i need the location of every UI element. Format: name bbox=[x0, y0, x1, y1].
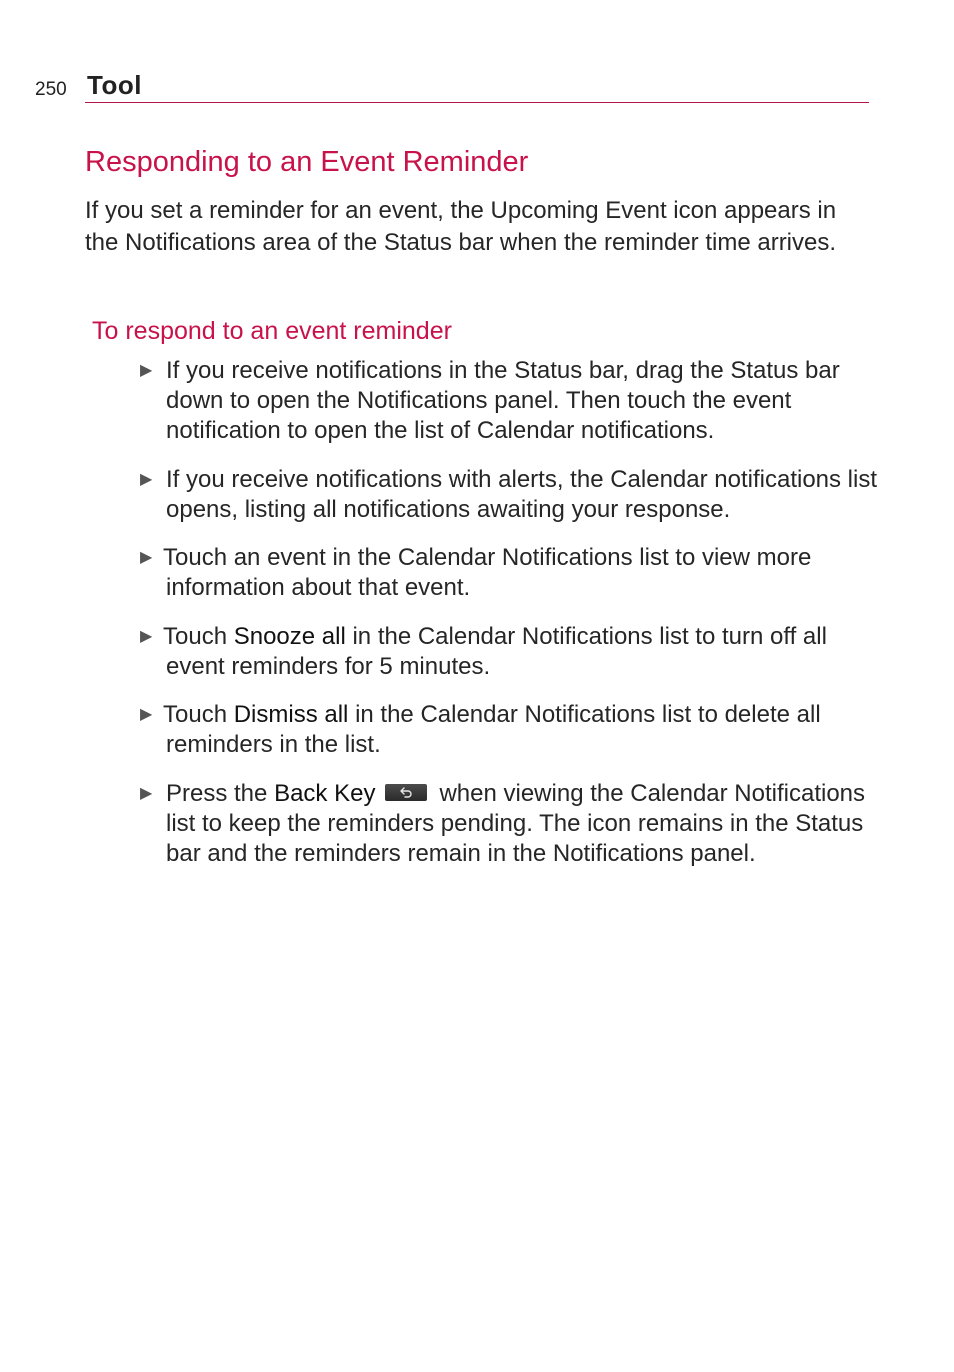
step-text-before: Press the bbox=[166, 779, 268, 807]
bullet-arrow-icon: ▶ bbox=[140, 706, 153, 723]
step-text-after: in the Calendar Notifications list to delete all reminders in the list. bbox=[166, 701, 821, 758]
header-rule bbox=[85, 102, 869, 103]
step-text-before: Touch bbox=[163, 622, 228, 650]
ui-term-snooze-all: Snooze all bbox=[233, 622, 346, 650]
step-item bbox=[140, 622, 880, 682]
bullet-arrow-icon: ▶ bbox=[140, 549, 153, 566]
chapter-title: Tool bbox=[87, 70, 142, 100]
procedure-steps bbox=[140, 356, 880, 887]
bullet-arrow-icon: ▶ bbox=[140, 470, 153, 488]
ui-term-dismiss-all: Dismiss all bbox=[233, 701, 349, 728]
step-text-before: Touch bbox=[163, 701, 228, 728]
step-text-after: when viewing the Calendar Notifications list to keep the reminders pending. The icon remains in the Status bar and the reminders remain in the Notifications panel. bbox=[166, 779, 866, 867]
bullet-arrow-icon: ▶ bbox=[140, 627, 153, 645]
step-item bbox=[140, 465, 880, 525]
step-item bbox=[140, 356, 880, 446]
step-text: Touch an event in the Calendar Notifications list to view more information about that event. bbox=[163, 544, 812, 601]
step-item bbox=[140, 779, 880, 869]
back-key-icon bbox=[385, 784, 427, 801]
step-text: If you receive notifications in the Status bar, drag the Status bar down to open the Notifications panel. Then touch the event notification to open the list of Calendar notifications. bbox=[166, 357, 840, 444]
page-number: 250 bbox=[35, 79, 67, 100]
step-item bbox=[140, 700, 880, 760]
step-item bbox=[140, 543, 880, 603]
step-text-after: in the Calendar Notifications list to turn off all event reminders for 5 minutes. bbox=[166, 622, 827, 680]
step-text-group bbox=[163, 701, 821, 758]
procedure-heading: To respond to an event reminder bbox=[92, 317, 452, 345]
step-text-group bbox=[163, 623, 827, 680]
bullet-arrow-icon: ▶ bbox=[140, 784, 153, 802]
intro-paragraph: If you set a reminder for an event, the Upcoming Event icon appears in the Notifications area of the Status bar when the reminder time arrives. bbox=[85, 197, 837, 256]
step-text: If you receive notifications with alerts, the Calendar notifications list opens, listing all notifications awaiting your response. bbox=[166, 465, 878, 523]
section-title: Responding to an Event Reminder bbox=[85, 146, 529, 178]
ui-term-back-key: Back Key bbox=[274, 779, 376, 807]
bullet-arrow-icon: ▶ bbox=[140, 362, 153, 379]
